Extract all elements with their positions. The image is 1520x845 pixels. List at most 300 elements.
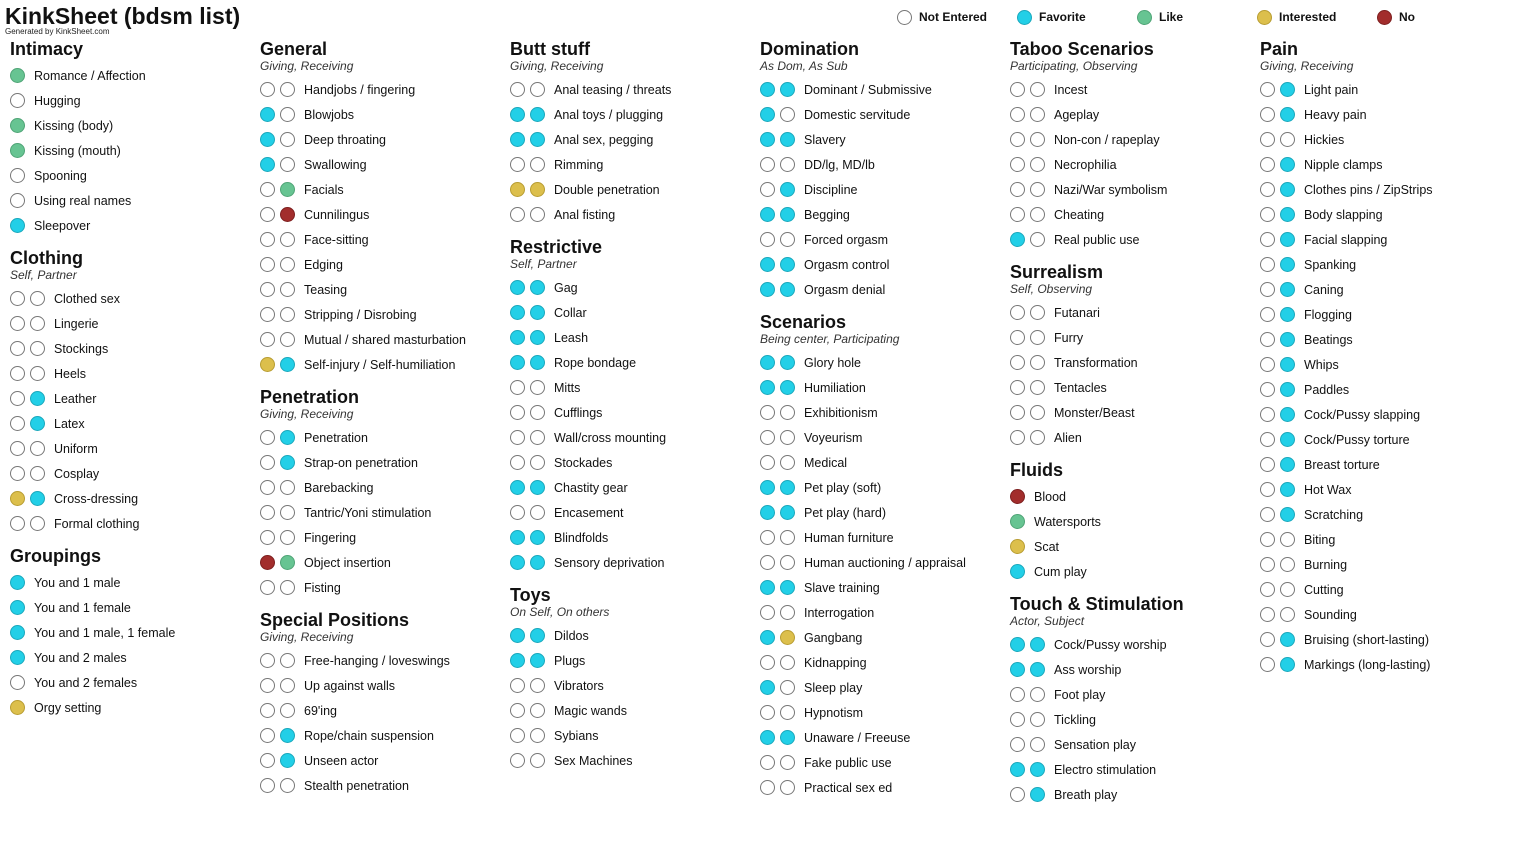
- rating-circle-fav[interactable]: [1030, 662, 1045, 677]
- rating-circle-fav[interactable]: [510, 280, 525, 295]
- rating-circle-fav[interactable]: [1280, 257, 1295, 272]
- rating-circle-not[interactable]: [280, 678, 295, 693]
- rating-circle-not[interactable]: [780, 605, 795, 620]
- rating-circle-not[interactable]: [1030, 305, 1045, 320]
- rating-circle-fav[interactable]: [760, 380, 775, 395]
- rating-circle-not[interactable]: [1030, 355, 1045, 370]
- rating-circle-not[interactable]: [1010, 380, 1025, 395]
- rating-circle-fav[interactable]: [510, 530, 525, 545]
- rating-circle-not[interactable]: [1260, 107, 1275, 122]
- rating-circle-not[interactable]: [530, 157, 545, 172]
- rating-circle-fav[interactable]: [1280, 507, 1295, 522]
- rating-circle-not[interactable]: [1010, 787, 1025, 802]
- item-label: Teasing: [304, 282, 348, 297]
- rating-circle-not[interactable]: [760, 655, 775, 670]
- rating-circle-not[interactable]: [1260, 332, 1275, 347]
- rating-circle-not[interactable]: [780, 780, 795, 795]
- rating-circle-not[interactable]: [10, 316, 25, 331]
- rating-circle-fav[interactable]: [760, 505, 775, 520]
- rating-circle-fav[interactable]: [1280, 157, 1295, 172]
- rating-circle-not[interactable]: [280, 257, 295, 272]
- rating-circle-not[interactable]: [530, 455, 545, 470]
- rating-circle-not[interactable]: [760, 555, 775, 570]
- rating-circle-not[interactable]: [10, 291, 25, 306]
- rating-circle-not[interactable]: [280, 157, 295, 172]
- section-subtitle: As Dom, As Sub: [760, 59, 848, 73]
- rating-circle-not[interactable]: [1010, 430, 1025, 445]
- rating-circle-fav[interactable]: [530, 555, 545, 570]
- rating-circle-not[interactable]: [260, 232, 275, 247]
- rating-circle-not[interactable]: [1030, 430, 1045, 445]
- rating-circle-fav[interactable]: [780, 182, 795, 197]
- section-subtitle: Being center, Participating: [760, 332, 900, 346]
- rating-circle-not[interactable]: [760, 405, 775, 420]
- rating-circle-not[interactable]: [260, 728, 275, 743]
- rating-circle-fav[interactable]: [1280, 432, 1295, 447]
- rating-circle-fav[interactable]: [1280, 657, 1295, 672]
- rating-circle-not[interactable]: [1010, 157, 1025, 172]
- rating-circle-not[interactable]: [10, 193, 25, 208]
- rating-circle-not[interactable]: [1030, 737, 1045, 752]
- rating-circle-not[interactable]: [1030, 132, 1045, 147]
- rating-circle-not[interactable]: [510, 157, 525, 172]
- rating-circle-fav[interactable]: [780, 580, 795, 595]
- rating-circle-not[interactable]: [280, 307, 295, 322]
- legend-dot-not: [897, 10, 912, 25]
- rating-circle-not[interactable]: [1010, 182, 1025, 197]
- rating-circle-like[interactable]: [280, 182, 295, 197]
- rating-circle-not[interactable]: [510, 430, 525, 445]
- rating-circle-fav[interactable]: [530, 132, 545, 147]
- rating-circle-not[interactable]: [510, 505, 525, 520]
- rating-circle-not[interactable]: [1030, 712, 1045, 727]
- rating-circle-not[interactable]: [260, 332, 275, 347]
- rating-circle-not[interactable]: [1010, 207, 1025, 222]
- rating-circle-fav[interactable]: [260, 132, 275, 147]
- rating-circle-not[interactable]: [1030, 380, 1045, 395]
- rating-circle-not[interactable]: [10, 391, 25, 406]
- rating-circle-not[interactable]: [260, 455, 275, 470]
- rating-circle-not[interactable]: [260, 430, 275, 445]
- rating-circle-fav[interactable]: [760, 480, 775, 495]
- rating-circle-not[interactable]: [1260, 482, 1275, 497]
- item-label: Rope bondage: [554, 355, 637, 370]
- rating-circle-fav[interactable]: [510, 480, 525, 495]
- rating-circle-not[interactable]: [780, 680, 795, 695]
- rating-circle-not[interactable]: [780, 705, 795, 720]
- rating-circle-not[interactable]: [260, 778, 275, 793]
- rating-circle-fav[interactable]: [1280, 82, 1295, 97]
- rating-circle-not[interactable]: [1260, 282, 1275, 297]
- list-item: [260, 550, 431, 575]
- rating-circle-int[interactable]: [510, 182, 525, 197]
- rating-circle-not[interactable]: [1260, 182, 1275, 197]
- rating-circle-not[interactable]: [760, 705, 775, 720]
- rating-circle-fav[interactable]: [510, 132, 525, 147]
- rating-circle-like[interactable]: [10, 143, 25, 158]
- rating-circle-not[interactable]: [1010, 737, 1025, 752]
- rating-circle-not[interactable]: [10, 93, 25, 108]
- rating-circle-int[interactable]: [780, 630, 795, 645]
- rating-circle-not[interactable]: [530, 678, 545, 693]
- rating-circle-not[interactable]: [510, 728, 525, 743]
- rating-circle-fav[interactable]: [510, 330, 525, 345]
- rating-circle-not[interactable]: [1010, 107, 1025, 122]
- rating-circle-not[interactable]: [780, 455, 795, 470]
- list-item: [760, 277, 932, 302]
- list-item: [1010, 732, 1184, 757]
- rating-circle-not[interactable]: [30, 316, 45, 331]
- rating-circle-not[interactable]: [1260, 582, 1275, 597]
- rating-circle-not[interactable]: [780, 232, 795, 247]
- rating-circle-fav[interactable]: [780, 257, 795, 272]
- rating-circle-not[interactable]: [280, 653, 295, 668]
- list-item: [510, 275, 666, 300]
- rating-circle-fav[interactable]: [530, 280, 545, 295]
- rating-circle-not[interactable]: [1010, 687, 1025, 702]
- rating-circle-fav[interactable]: [1280, 307, 1295, 322]
- rating-circle-not[interactable]: [510, 207, 525, 222]
- rating-circle-fav[interactable]: [10, 600, 25, 615]
- rating-circle-fav[interactable]: [510, 628, 525, 643]
- item-label: Blowjobs: [304, 107, 355, 122]
- rating-circle-not[interactable]: [280, 282, 295, 297]
- rating-circle-not[interactable]: [1260, 432, 1275, 447]
- rating-circle-not[interactable]: [30, 466, 45, 481]
- rating-circle-fav[interactable]: [780, 505, 795, 520]
- rating-circle-fav[interactable]: [510, 107, 525, 122]
- rating-circle-not[interactable]: [530, 82, 545, 97]
- item-label: Lingerie: [54, 316, 99, 331]
- rating-circle-fav[interactable]: [280, 357, 295, 372]
- list-item: [10, 486, 139, 511]
- rating-circle-not[interactable]: [260, 207, 275, 222]
- rating-circle-not[interactable]: [10, 675, 25, 690]
- rating-circle-not[interactable]: [1260, 632, 1275, 647]
- rating-circle-not[interactable]: [280, 82, 295, 97]
- rating-circle-not[interactable]: [1280, 532, 1295, 547]
- rating-circle-not[interactable]: [1030, 182, 1045, 197]
- rating-circle-fav[interactable]: [10, 625, 25, 640]
- rating-circle-not[interactable]: [280, 703, 295, 718]
- page-title: KinkSheet (bdsm list): [5, 3, 241, 29]
- rating-circle-fav[interactable]: [280, 753, 295, 768]
- rating-circle-fav[interactable]: [530, 305, 545, 320]
- rating-circle-not[interactable]: [1260, 82, 1275, 97]
- rating-circle-fav[interactable]: [760, 630, 775, 645]
- rating-circle-not[interactable]: [280, 107, 295, 122]
- rating-circle-fav[interactable]: [760, 257, 775, 272]
- list-item: [1260, 277, 1433, 302]
- rating-circle-fav[interactable]: [1010, 232, 1025, 247]
- rating-circle-not[interactable]: [530, 505, 545, 520]
- rating-circle-fav[interactable]: [1280, 457, 1295, 472]
- rating-circle-fav[interactable]: [1280, 407, 1295, 422]
- rating-circle-not[interactable]: [260, 580, 275, 595]
- rating-circle-not[interactable]: [510, 703, 525, 718]
- rating-circle-fav[interactable]: [510, 653, 525, 668]
- rating-circle-not[interactable]: [760, 182, 775, 197]
- rating-circle-fav[interactable]: [760, 580, 775, 595]
- rating-circle-fav[interactable]: [10, 218, 25, 233]
- rating-circle-not[interactable]: [1260, 407, 1275, 422]
- rating-circle-not[interactable]: [530, 405, 545, 420]
- rating-circle-int[interactable]: [10, 491, 25, 506]
- rating-circle-like[interactable]: [1010, 514, 1025, 529]
- rating-circle-not[interactable]: [10, 466, 25, 481]
- rating-circle-not[interactable]: [760, 605, 775, 620]
- rating-circle-not[interactable]: [1030, 687, 1045, 702]
- rating-circle-not[interactable]: [30, 291, 45, 306]
- rating-circle-not[interactable]: [1010, 132, 1025, 147]
- rating-circle-fav[interactable]: [780, 480, 795, 495]
- list-item: [1010, 782, 1184, 807]
- rating-circle-fav[interactable]: [260, 107, 275, 122]
- rating-circle-not[interactable]: [1010, 82, 1025, 97]
- rating-circle-fav[interactable]: [30, 391, 45, 406]
- rating-circle-not[interactable]: [760, 530, 775, 545]
- rating-circle-no[interactable]: [280, 207, 295, 222]
- rating-circle-fav[interactable]: [510, 305, 525, 320]
- rating-circle-not[interactable]: [260, 307, 275, 322]
- rating-circle-not[interactable]: [1260, 232, 1275, 247]
- rating-circle-not[interactable]: [1010, 405, 1025, 420]
- rating-circle-fav[interactable]: [1280, 332, 1295, 347]
- rating-circle-fav[interactable]: [1280, 107, 1295, 122]
- rating-circle-fav[interactable]: [510, 555, 525, 570]
- rating-circle-int[interactable]: [10, 700, 25, 715]
- rating-circle-not[interactable]: [260, 282, 275, 297]
- item-label: Anal teasing / threats: [554, 82, 672, 97]
- rating-circle-not[interactable]: [10, 516, 25, 531]
- rating-circle-fav[interactable]: [530, 653, 545, 668]
- rating-circle-not[interactable]: [510, 405, 525, 420]
- rating-circle-not[interactable]: [1030, 107, 1045, 122]
- rating-circle-not[interactable]: [780, 530, 795, 545]
- rating-circle-not[interactable]: [260, 257, 275, 272]
- rating-circle-like[interactable]: [280, 555, 295, 570]
- rating-circle-not[interactable]: [260, 753, 275, 768]
- rating-circle-like[interactable]: [10, 68, 25, 83]
- rating-circle-not[interactable]: [1280, 557, 1295, 572]
- rating-circle-fav[interactable]: [530, 530, 545, 545]
- rating-circle-not[interactable]: [260, 653, 275, 668]
- rating-circle-not[interactable]: [1260, 132, 1275, 147]
- rating-circle-not[interactable]: [530, 380, 545, 395]
- rating-circle-fav[interactable]: [760, 107, 775, 122]
- rating-circle-int[interactable]: [530, 182, 545, 197]
- rating-circle-like[interactable]: [10, 118, 25, 133]
- rating-circle-not[interactable]: [1010, 712, 1025, 727]
- rating-circle-int[interactable]: [260, 357, 275, 372]
- rating-circle-not[interactable]: [1260, 557, 1275, 572]
- rating-circle-fav[interactable]: [1280, 282, 1295, 297]
- rating-circle-not[interactable]: [1260, 207, 1275, 222]
- rating-circle-not[interactable]: [1280, 132, 1295, 147]
- rating-circle-not[interactable]: [280, 778, 295, 793]
- rating-circle-fav[interactable]: [1280, 632, 1295, 647]
- rating-circle-not[interactable]: [780, 405, 795, 420]
- rating-circle-fav[interactable]: [780, 730, 795, 745]
- rating-circle-fav[interactable]: [780, 282, 795, 297]
- rating-circle-fav[interactable]: [760, 82, 775, 97]
- rating-circle-not[interactable]: [1030, 232, 1045, 247]
- rating-circle-fav[interactable]: [1010, 762, 1025, 777]
- rating-circle-not[interactable]: [530, 207, 545, 222]
- rating-circle-fav[interactable]: [10, 650, 25, 665]
- rating-circle-fav[interactable]: [280, 728, 295, 743]
- rating-circle-not[interactable]: [760, 232, 775, 247]
- rating-circle-not[interactable]: [1260, 457, 1275, 472]
- rating-circle-not[interactable]: [1260, 382, 1275, 397]
- rating-circle-fav[interactable]: [530, 330, 545, 345]
- rating-circle-not[interactable]: [1260, 657, 1275, 672]
- rating-circle-not[interactable]: [1280, 582, 1295, 597]
- rating-circle-not[interactable]: [280, 232, 295, 247]
- rating-circle-not[interactable]: [760, 157, 775, 172]
- rating-circle-fav[interactable]: [30, 491, 45, 506]
- rating-circle-not[interactable]: [760, 780, 775, 795]
- rating-circle-fav[interactable]: [1280, 207, 1295, 222]
- rating-circle-not[interactable]: [1260, 307, 1275, 322]
- rating-circle-not[interactable]: [10, 168, 25, 183]
- rating-circle-not[interactable]: [530, 703, 545, 718]
- rating-circle-not[interactable]: [1030, 207, 1045, 222]
- item-label: Exhibitionism: [804, 405, 878, 420]
- rating-circle-not[interactable]: [1030, 330, 1045, 345]
- rating-circle-not[interactable]: [280, 132, 295, 147]
- rating-circle-not[interactable]: [510, 678, 525, 693]
- rating-circle-fav[interactable]: [1030, 637, 1045, 652]
- list-item: [1010, 400, 1138, 425]
- rating-circle-not[interactable]: [260, 82, 275, 97]
- rating-circle-not[interactable]: [1010, 305, 1025, 320]
- rating-circle-not[interactable]: [510, 753, 525, 768]
- rating-circle-not[interactable]: [1260, 157, 1275, 172]
- rating-circle-fav[interactable]: [780, 355, 795, 370]
- rating-circle-not[interactable]: [760, 455, 775, 470]
- rating-circle-fav[interactable]: [530, 355, 545, 370]
- rating-circle-not[interactable]: [1260, 257, 1275, 272]
- rating-circle-fav[interactable]: [780, 132, 795, 147]
- rating-circle-not[interactable]: [280, 580, 295, 595]
- item-list: [510, 623, 633, 773]
- section-title: Toys: [510, 585, 551, 605]
- rating-circle-fav[interactable]: [1280, 232, 1295, 247]
- rating-circle-not[interactable]: [1030, 157, 1045, 172]
- rating-circle-fav[interactable]: [280, 430, 295, 445]
- rating-circle-fav[interactable]: [760, 355, 775, 370]
- rating-circle-not[interactable]: [260, 480, 275, 495]
- rating-circle-not[interactable]: [1030, 82, 1045, 97]
- rating-circle-not[interactable]: [280, 505, 295, 520]
- rating-circle-not[interactable]: [530, 430, 545, 445]
- rating-circle-not[interactable]: [280, 530, 295, 545]
- rating-circle-not[interactable]: [1280, 607, 1295, 622]
- rating-circle-not[interactable]: [780, 755, 795, 770]
- rating-circle-not[interactable]: [780, 430, 795, 445]
- rating-circle-not[interactable]: [780, 555, 795, 570]
- rating-circle-not[interactable]: [30, 366, 45, 381]
- rating-circle-not[interactable]: [780, 107, 795, 122]
- rating-circle-not[interactable]: [10, 341, 25, 356]
- rating-circle-fav[interactable]: [1010, 564, 1025, 579]
- rating-circle-fav[interactable]: [1280, 482, 1295, 497]
- rating-circle-fav[interactable]: [1280, 357, 1295, 372]
- rating-circle-not[interactable]: [510, 455, 525, 470]
- rating-circle-not[interactable]: [1260, 532, 1275, 547]
- rating-circle-not[interactable]: [280, 480, 295, 495]
- rating-circle-not[interactable]: [780, 157, 795, 172]
- list-item: [510, 127, 671, 152]
- rating-circle-not[interactable]: [1010, 355, 1025, 370]
- rating-circle-fav[interactable]: [760, 132, 775, 147]
- rating-circle-not[interactable]: [1260, 357, 1275, 372]
- rating-circle-not[interactable]: [510, 380, 525, 395]
- rating-circle-not[interactable]: [260, 678, 275, 693]
- rating-circle-not[interactable]: [260, 505, 275, 520]
- rating-circle-fav[interactable]: [530, 480, 545, 495]
- rating-circle-fav[interactable]: [760, 282, 775, 297]
- rating-circle-fav[interactable]: [760, 730, 775, 745]
- rating-circle-fav[interactable]: [1030, 762, 1045, 777]
- rating-circle-fav[interactable]: [260, 157, 275, 172]
- rating-circle-not[interactable]: [10, 366, 25, 381]
- rating-circle-fav[interactable]: [1010, 637, 1025, 652]
- rating-circle-not[interactable]: [780, 655, 795, 670]
- rating-circle-not[interactable]: [510, 82, 525, 97]
- rating-circle-not[interactable]: [260, 182, 275, 197]
- rating-circle-not[interactable]: [530, 728, 545, 743]
- rating-circle-no[interactable]: [260, 555, 275, 570]
- rating-circle-not[interactable]: [280, 332, 295, 347]
- rating-circle-fav[interactable]: [1030, 787, 1045, 802]
- item-label: Light pain: [1304, 82, 1359, 97]
- rating-circle-not[interactable]: [1010, 330, 1025, 345]
- rating-circle-fav[interactable]: [1280, 182, 1295, 197]
- rating-circle-fav[interactable]: [780, 207, 795, 222]
- rating-circle-fav[interactable]: [1010, 662, 1025, 677]
- rating-circle-int[interactable]: [1010, 539, 1025, 554]
- rating-circle-fav[interactable]: [1280, 382, 1295, 397]
- rating-circle-not[interactable]: [1030, 405, 1045, 420]
- rating-circle-fav[interactable]: [530, 628, 545, 643]
- rating-circle-not[interactable]: [760, 430, 775, 445]
- rating-circle-fav[interactable]: [280, 455, 295, 470]
- rating-circle-not[interactable]: [1260, 607, 1275, 622]
- rating-circle-not[interactable]: [530, 753, 545, 768]
- rating-circle-fav[interactable]: [530, 107, 545, 122]
- list-item: [760, 177, 932, 202]
- rating-circle-fav[interactable]: [780, 82, 795, 97]
- rating-circle-not[interactable]: [260, 530, 275, 545]
- rating-circle-not[interactable]: [10, 416, 25, 431]
- rating-circle-fav[interactable]: [760, 207, 775, 222]
- rating-circle-not[interactable]: [1260, 507, 1275, 522]
- rating-circle-fav[interactable]: [30, 416, 45, 431]
- rating-circle-fav[interactable]: [780, 380, 795, 395]
- rating-circle-fav[interactable]: [10, 575, 25, 590]
- rating-circle-not[interactable]: [760, 755, 775, 770]
- rating-circle-not[interactable]: [260, 703, 275, 718]
- rating-circle-fav[interactable]: [510, 355, 525, 370]
- rating-circle-not[interactable]: [10, 441, 25, 456]
- rating-circle-not[interactable]: [30, 441, 45, 456]
- rating-circle-fav[interactable]: [760, 680, 775, 695]
- rating-circle-not[interactable]: [30, 516, 45, 531]
- rating-circle-no[interactable]: [1010, 489, 1025, 504]
- rating-circle-not[interactable]: [30, 341, 45, 356]
